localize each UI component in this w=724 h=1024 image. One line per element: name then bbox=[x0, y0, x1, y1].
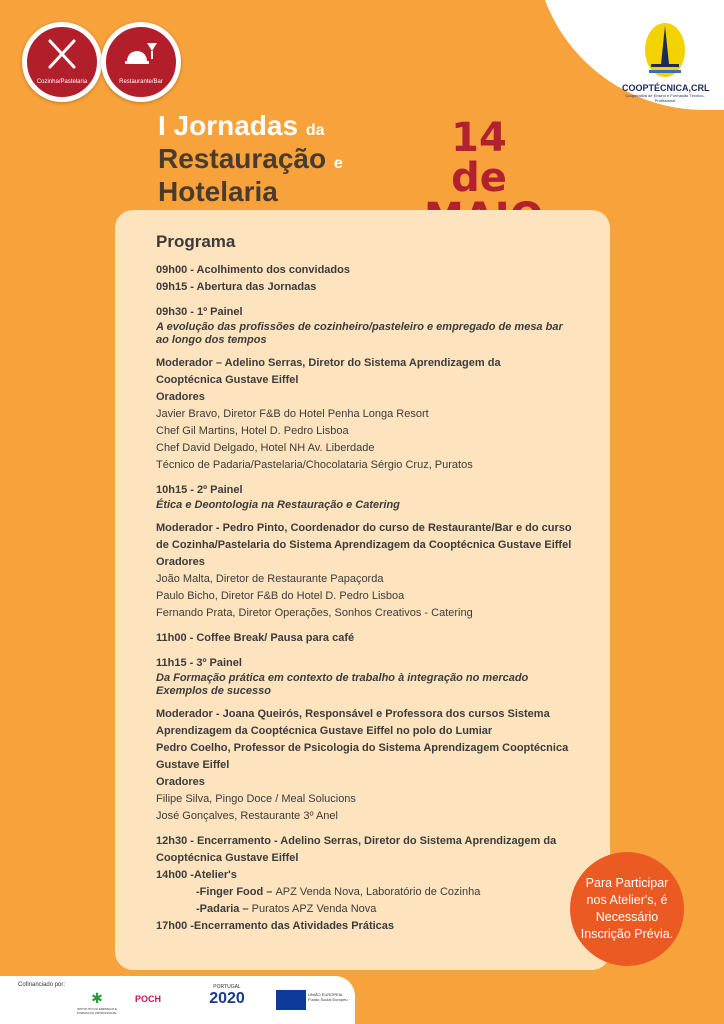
panel-3-speakers-label: Oradores bbox=[156, 776, 205, 788]
panel-1-moderator: Moderador – Adelino Serras, Diretor do Sistema Aprendizagem da Cooptécnica Gustave Eiffel bbox=[156, 357, 501, 386]
org-subtitle: Cooperativa de Ensino e Formação Técnico-Profissional bbox=[625, 93, 705, 103]
speaker: João Malta, Diretor de Restaurante Papaçorda bbox=[156, 573, 384, 585]
iefp-logo: ✱ INSTITUTO DO EMPREGO E FORMAÇÃO PROFISSIONAL bbox=[76, 990, 118, 1015]
speaker: Chef David Delgado, Hotel NH Av. Liberdade bbox=[156, 442, 375, 454]
title-line3: Hotelaria bbox=[158, 176, 278, 207]
title-small2: e bbox=[333, 155, 343, 172]
portugal2020-logo: PORTUGAL 2020 bbox=[209, 984, 245, 1007]
atelier-head: 14h00 -Atelier's bbox=[156, 869, 237, 881]
program-content bbox=[156, 232, 586, 935]
panel-2-head: 10h15 - 2º Painel bbox=[156, 484, 243, 496]
panel-3-head: 11h15 - 3º Painel bbox=[156, 657, 242, 669]
speaker: Fernando Prata, Diretor Operações, Sonhos Creativos - Catering bbox=[156, 607, 473, 619]
cofinanced-label: Cofinanciado por: bbox=[18, 982, 66, 988]
cooptecnica-logo bbox=[622, 20, 708, 103]
badge-restaurante bbox=[101, 22, 181, 102]
panel-2-moderator: Moderador - Pedro Pinto, Coordenador do curso de Restaurante/Bar e do curso de Cozinha/Pastelaria do Sistema Aprendizagem da Cooptécnica Gustave Eiffel bbox=[156, 522, 572, 551]
speaker: José Gonçalves, Restaurante 3º Anel bbox=[156, 810, 338, 822]
eu-label: UNIÃO EUROPEIA Fundo Social Europeu bbox=[308, 992, 348, 1002]
panel-3-theme: Da Formação prática em contexto de trabalho à integração no mercado bbox=[156, 672, 529, 684]
coffee-break: 11h00 - Coffee Break/ Pausa para café bbox=[156, 632, 355, 644]
title-small1: da bbox=[305, 122, 325, 139]
badge-cozinha bbox=[22, 22, 102, 102]
panel-1-head: 09h30 - 1º Painel bbox=[156, 306, 243, 318]
panel-3-theme-2: Exemplos de sucesso bbox=[156, 685, 271, 697]
notice-line: Para Participar bbox=[585, 876, 669, 890]
speaker: Filipe Silva, Pingo Doce / Meal Solucions bbox=[156, 793, 356, 805]
panel-3-moderator: Moderador - Joana Queirós, Responsável e Professora dos cursos Sistema Aprendizagem da Cooptécnica Gustave Eiffel no polo do Lumiar bbox=[156, 708, 550, 737]
org-name: COOPTÉCNICA,CRL bbox=[622, 83, 710, 93]
panel-2-theme: Ética e Deontologia na Restauração e Catering bbox=[156, 499, 400, 511]
panel-1-theme: A evolução das profissões de cozinheiro/pasteleiro e empregado de mesa bar ao longo dos tempos bbox=[156, 321, 563, 346]
tower-icon bbox=[643, 20, 687, 78]
speaker: Paulo Bicho, Diretor F&B do Hotel D. Pedro Lisboa bbox=[156, 590, 405, 602]
fork-knife-icon bbox=[44, 37, 80, 71]
registration-notice bbox=[570, 852, 684, 966]
eu-flag-logo bbox=[276, 990, 306, 1010]
poch-logo: POCH bbox=[135, 994, 162, 1004]
schedule-item: 09h15 - Abertura das Jornadas bbox=[156, 281, 317, 293]
event-title bbox=[158, 112, 343, 206]
atelier-item: -Padaria – Puratos APZ Venda Nova bbox=[196, 903, 377, 915]
title-word1: I Jornadas bbox=[158, 110, 299, 141]
panel-1-speakers-label: Oradores bbox=[156, 391, 205, 403]
schedule-item: 09h00 - Acolhimento dos convidados bbox=[156, 264, 350, 276]
footer-sponsors bbox=[0, 976, 355, 1024]
badge-label: Restaurante/Bar bbox=[119, 79, 163, 85]
cloche-cocktail-icon bbox=[123, 37, 159, 71]
date-line1: 14 de bbox=[451, 115, 507, 201]
atelier-item: -Finger Food – APZ Venda Nova, Laboratório de Cozinha bbox=[196, 886, 481, 898]
speaker: Chef Gil Martins, Hotel D. Pedro Lisboa bbox=[156, 425, 349, 437]
notice-line: Necessário bbox=[595, 910, 659, 924]
program-heading: Programa bbox=[156, 232, 236, 251]
speaker: Técnico de Padaria/Pastelaria/Chocolataria Sérgio Cruz, Puratos bbox=[156, 459, 473, 471]
badge-label: Cozinha/Pastelaria bbox=[36, 79, 88, 85]
title-line2: Restauração bbox=[158, 143, 327, 174]
panel-3-moderator-2: Pedro Coelho, Professor de Psicologia do Sistema Aprendizagem Cooptécnica Gustave Eiffel bbox=[156, 742, 569, 771]
speaker: Javier Bravo, Diretor F&B do Hotel Penha Longa Resort bbox=[156, 408, 429, 420]
notice-line: Inscrição Prévia. bbox=[580, 927, 674, 941]
closing-item: 17h00 -Encerramento das Atividades Práticas bbox=[156, 920, 395, 932]
notice-line: nos Atelier's, é bbox=[586, 893, 668, 907]
panel-2-speakers-label: Oradores bbox=[156, 556, 205, 568]
closing-item: 12h30 - Encerramento - Adelino Serras, Diretor do Sistema Aprendizagem da Cooptécnica Gustave Eiffel bbox=[156, 835, 557, 864]
